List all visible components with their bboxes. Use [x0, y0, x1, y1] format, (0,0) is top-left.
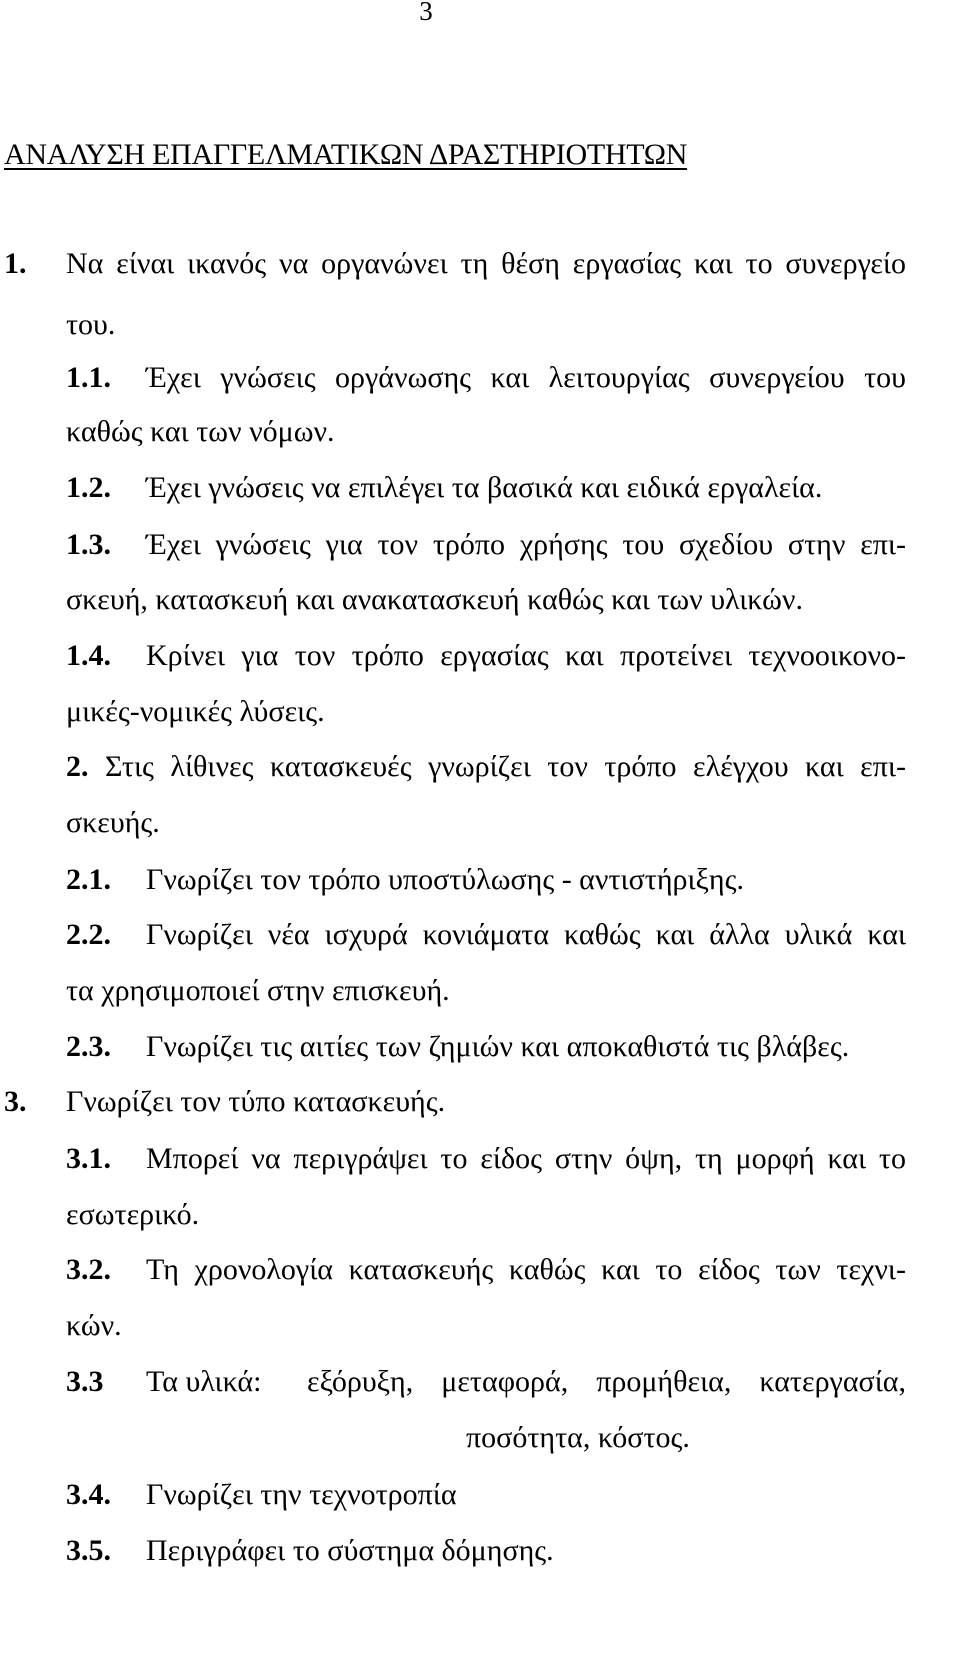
item-number: 1.1.: [66, 361, 111, 394]
item-text-continued: σκευή, κατασκευή και ανακατασκευή καθώς και των υλικών.: [66, 583, 803, 616]
item-number: 2.2.: [66, 918, 111, 951]
item-text: Γνωρίζει τον τύπο κατασκευής.: [66, 1085, 446, 1118]
item-text-continued: κών.: [66, 1309, 122, 1342]
item-text: Έχει γνώσεις οργάνωσης και λειτουργίας συνεργείου του: [146, 361, 906, 394]
item-number: 3.3: [66, 1365, 104, 1398]
item-number: 3.4.: [66, 1478, 111, 1511]
item-text: Γνωρίζει νέα ισχυρά κονιάματα καθώς και άλλα υλικά και: [146, 918, 906, 951]
item-text-continued: μικές-νομικές λύσεις.: [66, 695, 325, 728]
item-text-continued: καθώς και των νόμων.: [66, 415, 335, 448]
item-number: 1.3.: [66, 528, 111, 561]
item-number: 3.5.: [66, 1534, 111, 1567]
item-text: εξόρυξη, μεταφορά, προμήθεια, κατεργασία,: [307, 1365, 906, 1398]
item-text: Τη χρονολογία κατασκευής καθώς και το είδος των τεχνι-: [146, 1253, 906, 1286]
item-text-continued: ποσότητα, κόστος.: [466, 1421, 690, 1454]
item-text: Κρίνει για τον τρόπο εργασίας και προτείνει τεχνοοικονο-: [146, 639, 906, 672]
item-text: Να είναι ικανός να οργανώνει τη θέση εργασίας και το συνεργείο: [66, 247, 906, 280]
item-text: Γνωρίζει τον τρόπο υποστύλωσης - αντιστήριξης.: [146, 863, 744, 896]
item-text: Έχει γνώσεις για τον τρόπο χρήσης του σχεδίου στην επι-: [146, 528, 906, 561]
item-text: Περιγράφει το σύστημα δόμησης.: [146, 1534, 554, 1567]
item-text: Γνωρίζει τις αιτίες των ζημιών και αποκαθιστά τις βλάβες.: [146, 1030, 850, 1063]
item-number: 2.1.: [66, 863, 111, 896]
item-label: Τα υλικά:: [146, 1365, 262, 1398]
item-number: 3.2.: [66, 1253, 111, 1286]
item-text-continued: τα χρησιμοποιεί στην επισκευή.: [66, 974, 450, 1007]
item-text: Γνωρίζει την τεχνοτροπία: [146, 1478, 457, 1511]
item-number: 1.: [4, 247, 27, 280]
item-text-continued: του.: [66, 308, 116, 341]
item-number: 2.: [66, 750, 89, 783]
item-number: 1.4.: [66, 639, 111, 672]
item-text-continued: σκευής.: [66, 806, 160, 839]
item-text: Έχει γνώσεις να επιλέγει τα βασικά και ειδικά εργαλεία.: [146, 471, 823, 504]
item-number: 1.2.: [66, 471, 111, 504]
document-title: ΑΝΑΛΥΣΗ ΕΠΑΓΓΕΛΜΑΤΙΚΩΝ ΔΡΑΣΤΗΡΙΟΤΗΤΩΝ: [4, 138, 688, 171]
page-number: 3: [419, 0, 433, 26]
item-text: Μπορεί να περιγράψει το είδος στην όψη, τη μορφή και το: [146, 1142, 906, 1175]
item-text-continued: εσωτερικό.: [66, 1198, 200, 1231]
item-number: 3.: [4, 1085, 27, 1118]
item-number: 2.3.: [66, 1030, 111, 1063]
item-number: 3.1.: [66, 1142, 111, 1175]
item-text: Στις λίθινες κατασκευές γνωρίζει τον τρόπο ελέγχου και επι-: [105, 750, 906, 783]
